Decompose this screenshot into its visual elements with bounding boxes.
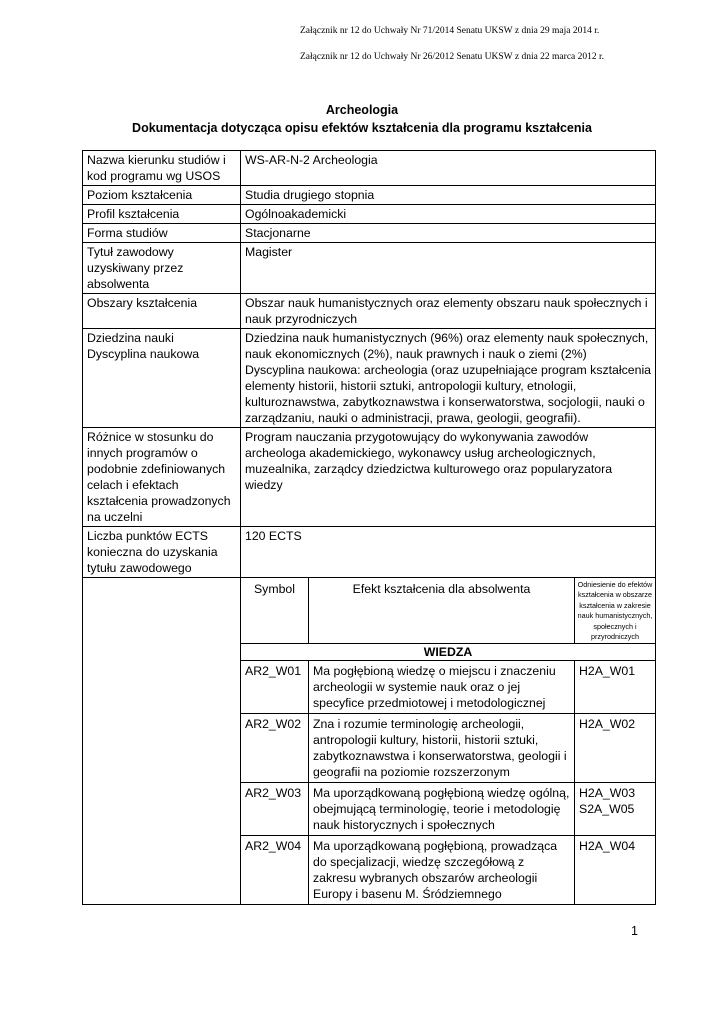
info-row bbox=[83, 186, 656, 205]
outcomes-header-row bbox=[83, 578, 656, 644]
col-reference-header: Odniesienie do efektów kształcenia w obszarze kształcenia w zakresie nauk humanistycznych, społecznych i przyrodniczych bbox=[575, 578, 656, 644]
info-label: Obszary kształcenia bbox=[83, 294, 241, 329]
outcome-effect: Ma uporządkowaną pogłębioną, prowadząca do specjalizacji, wiedzę szczegółową z zakresu wybranych obszarów archeologii Europy i basenu M. Śródziemnego bbox=[309, 836, 575, 905]
info-label: Poziom kształcenia bbox=[83, 186, 241, 205]
info-row bbox=[83, 294, 656, 329]
outcome-reference: H2A_W01 bbox=[575, 661, 656, 714]
info-value: Ogólnoakademicki bbox=[241, 205, 656, 224]
info-value: Stacjonarne bbox=[241, 224, 656, 243]
info-row bbox=[83, 205, 656, 224]
outcome-effect: Zna i rozumie terminologię archeologii, antropologii kultury, historii, historii sztuki, zabytkoznawstwa i konserwatorstwa, geologii i geografii na poziomie rozszerzonym bbox=[309, 714, 575, 783]
program-table bbox=[82, 150, 656, 905]
info-value: Dziedzina nauk humanistycznych (96%) oraz elementy nauk społecznych, nauk ekonomicznych (2%), nauk prawnych i nauk o ziemi (2%) Dyscyplina naukowa: archeologia (oraz uzupełniające program kształcenia elementy historii, historii sztuki, antropologii kultury, etnologii, kulturoznawstwa, zabytkoznawstwa i konserwatorstwa, socjologii, nauki o zarządzaniu, nauki o administracji, prawa, geologii, geografii). bbox=[241, 329, 656, 428]
info-label: Profil kształcenia bbox=[83, 205, 241, 224]
info-row bbox=[83, 243, 656, 294]
section-wiedza: WIEDZA bbox=[241, 644, 656, 661]
info-label: Forma studiów bbox=[83, 224, 241, 243]
info-row bbox=[83, 527, 656, 578]
outcome-reference: H2A_W02 bbox=[575, 714, 656, 783]
info-row bbox=[83, 151, 656, 186]
info-value: Obszar nauk humanistycznych oraz elementy obszaru nauk społecznych i nauk przyrodniczych bbox=[241, 294, 656, 329]
outcome-reference: H2A_W03 S2A_W05 bbox=[575, 783, 656, 836]
outcome-symbol: AR2_W03 bbox=[241, 783, 309, 836]
empty-left-cell bbox=[83, 578, 241, 905]
outcome-symbol: AR2_W04 bbox=[241, 836, 309, 905]
info-value: Studia drugiego stopnia bbox=[241, 186, 656, 205]
info-value: 120 ECTS bbox=[241, 527, 656, 578]
info-value: Magister bbox=[241, 243, 656, 294]
info-label: Dziedzina nauki Dyscyplina naukowa bbox=[83, 329, 241, 428]
outcome-effect: Ma uporządkowaną pogłębioną wiedzę ogólną, obejmującą terminologię, teorie i metodologię nauk historycznych i społecznych bbox=[309, 783, 575, 836]
page-number: 1 bbox=[631, 924, 638, 938]
document-title: Archeologia bbox=[325, 103, 399, 117]
info-label: Nazwa kierunku studiów i kod programu wg USOS bbox=[83, 151, 241, 186]
info-label: Tytuł zawodowy uzyskiwany przez absolwenta bbox=[83, 243, 241, 294]
outcome-reference: H2A_W04 bbox=[575, 836, 656, 905]
col-symbol-header: Symbol bbox=[241, 578, 309, 644]
outcome-effect: Ma pogłębioną wiedzę o miejscu i znaczeniu archeologii w systemie nauk oraz o jej specyfice przedmiotowej i metodologicznej bbox=[309, 661, 575, 714]
info-value: WS-AR-N-2 Archeologia bbox=[241, 151, 656, 186]
info-row bbox=[83, 428, 656, 527]
outcome-symbol: AR2_W01 bbox=[241, 661, 309, 714]
header-line-2: Załącznik nr 12 do Uchwały Nr 26/2012 Senatu UKSW z dnia 22 marca 2012 r. bbox=[300, 52, 605, 62]
document-subtitle: Dokumentacja dotycząca opisu efektów kształcenia dla programu kształcenia bbox=[132, 121, 592, 135]
info-value: Program nauczania przygotowujący do wykonywania zawodów archeologa akademickiego, wykonawcy usług archeologicznych, muzealnika, zarządcy dziedzictwa kulturowego oraz popularyzatora wiedzy bbox=[241, 428, 656, 527]
col-effect-header: Efekt kształcenia dla absolwenta bbox=[309, 578, 575, 644]
header-line-1: Załącznik nr 12 do Uchwały Nr 71/2014 Senatu UKSW z dnia 29 maja 2014 r. bbox=[300, 26, 600, 36]
info-row bbox=[83, 329, 656, 428]
info-row bbox=[83, 224, 656, 243]
info-label: Różnice w stosunku do innych programów o podobnie zdefiniowanych celach i efektach kształcenia prowadzonych na uczelni bbox=[83, 428, 241, 527]
outcome-symbol: AR2_W02 bbox=[241, 714, 309, 783]
info-label: Liczba punktów ECTS konieczna do uzyskania tytułu zawodowego bbox=[83, 527, 241, 578]
